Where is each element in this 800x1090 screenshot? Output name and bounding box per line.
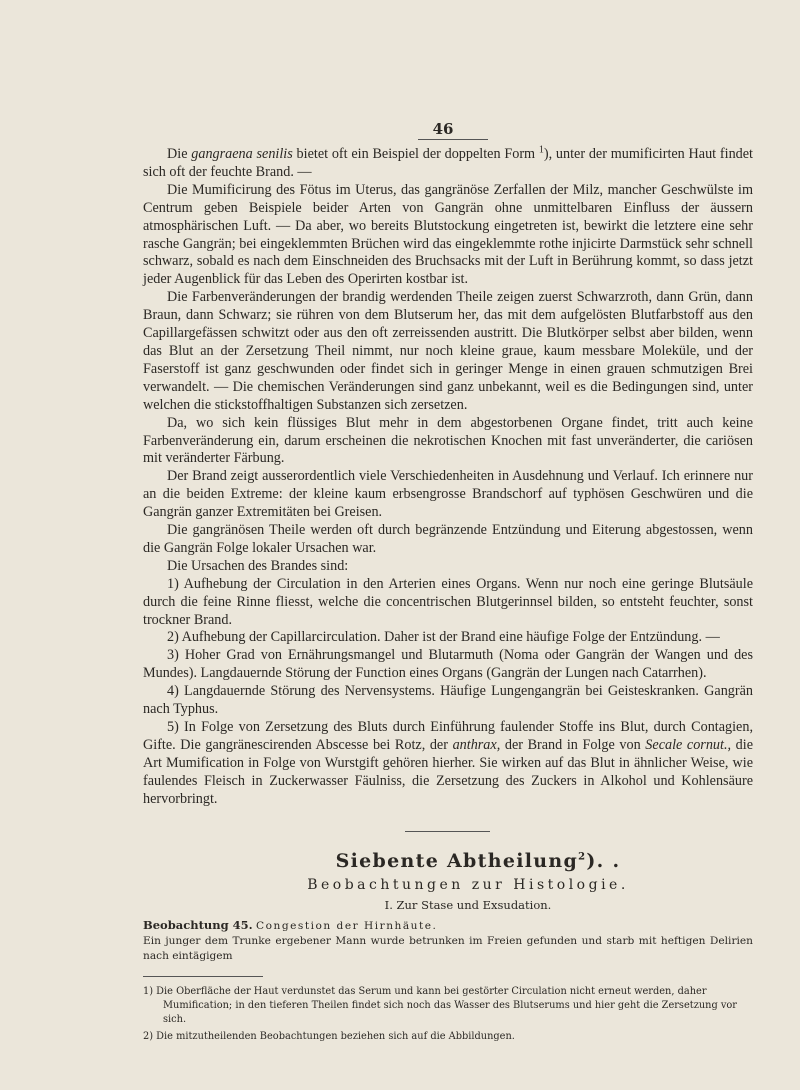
- page-content: [143, 120, 753, 1047]
- footnote-2: 2) Die mitzutheilenden Beobachtungen beziehen sich auf die Abbildungen.: [143, 1030, 515, 1042]
- cause-item-4: 4) Langdauernde Störung des Nervensystems. Häufige Lungengangrän bei Geisteskranken. Gangrän nach Typhus.: [143, 683, 753, 718]
- observation-text: Ein junger dem Trunke ergebener Mann wurde betrunken im Freien gefunden und starb mit heftigen Delirien nach eintägigem: [143, 934, 753, 962]
- paragraph-7: Die Ursachen des Brandes sind:: [167, 557, 349, 574]
- page-number: 46: [432, 120, 454, 138]
- i5-emphasis-secale: Secale cornut.,: [645, 736, 732, 753]
- paragraph-5: Der Brand zeigt ausserordentlich viele Verschiedenheiten in Ausdehnung und Verlauf. Ich erinnere nur an die beiden Extreme: der kleine kaum erbsengrosse Brandschorf auf typhösen Geschwüren und die Gangrän ganzer Extremitäten bei Greisen.: [143, 468, 753, 521]
- i5-mid: der Brand in Folge von: [500, 736, 646, 753]
- i5-post: die Art Mumification in Folge von Wurstgift gehören hierher. Sie wirken auf das Blut in ähnlicher Weise, wie faulendes Fleisch in Zuckerwasser Fäulniss, die Zersetzung des Zuckers in Alkohol und Kohlensäure hervorbringt.: [143, 736, 753, 807]
- p1-emphasis: gangraena senilis: [191, 146, 293, 162]
- p1-pre: Die: [167, 146, 192, 162]
- footnotes: [143, 985, 753, 1044]
- cause-item-5: [143, 719, 753, 809]
- cause-item-2: 2) Aufhebung der Capillarcirculation. Daher ist der Brand eine häufige Folge der Entzündung. —: [167, 629, 720, 646]
- section-title-text: Siebente Abtheilung: [335, 849, 579, 872]
- footnote-ref-1: 1: [538, 144, 544, 156]
- section-heading: I. Zur Stase und Exsudation.: [384, 897, 552, 912]
- p1-post: bietet oft ein Beispiel der doppelten Form: [292, 146, 539, 162]
- footnote-ref-2: 2: [578, 851, 587, 863]
- observation-45: [143, 918, 753, 964]
- paragraph-1: [143, 146, 753, 182]
- body-text: [143, 146, 753, 809]
- section-subtitle: Beobachtungen zur Histologie.: [307, 876, 629, 893]
- observation-label: Beobachtung 45.: [143, 917, 253, 932]
- p1-tail: ), unter der mumificirten Haut findet sich oft der feuchte Brand. —: [143, 146, 753, 180]
- footnote-1: 1) Die Oberfläche der Haut verdunstet das Serum und kann bei gestörter Circulation nicht erneut werden, daher Mumification; in den tieferen Theilen findet sich noch das Wasser des Blutserums und hier geht die Zersetzung vor sich.: [143, 985, 737, 1025]
- cause-item-3: 3) Hoher Grad von Ernährungsmangel und Blutarmuth (Noma oder Gangrän der Wangen und des Mundes). Langdauernde Störung der Function eines Organs (Gangrän der Lungen nach Catarrhen).: [143, 647, 753, 682]
- section-title: [143, 850, 753, 872]
- section-divider: [405, 831, 490, 832]
- i5-emphasis-anthrax: anthrax,: [452, 736, 501, 753]
- cause-item-1: 1) Aufhebung der Circulation in den Arterien eines Organs. Wenn nur noch eine geringe Blutsäule durch die feine Rinne fliesst, welche die concentrischen Blutgerinnsel bilden, so entsteht feuchter, sonst trockner Brand.: [143, 575, 753, 628]
- paragraph-6: Die gangränösen Theile werden oft durch begränzende Entzündung und Eiterung abgestossen, wenn die Gangrän Folge lokaler Ursachen war.: [143, 522, 753, 556]
- page-number-rule: [418, 139, 488, 140]
- observation-title: Congestion der Hirnhäute.: [256, 919, 438, 932]
- paragraph-4: Da, wo sich kein flüssiges Blut mehr in dem abgestorbenen Organe findet, tritt auch keine Farbenveränderung ein, darum erscheinen die nekrotischen Knochen mit fast unveränderter, die cariösen mit veränderter Färbung.: [143, 414, 753, 467]
- paragraph-3: Die Farbenveränderungen der brandig werdenden Theile zeigen zuerst Schwarzroth, dann Grün, dann Braun, dann Schwarz; sie rühren von dem Blutserum her, das mit dem aufgelösten Blutfarbstoff aus den Capillargefässen schwitzt oder aus den oft zerreissenden austritt. Die Blutkörper selbst aber bilden, wenn das Blut an der Zersetzung Theil nimmt, nur noch kleine graue, kaum messbare Moleküle, und der Faserstoff ist ganz geschwunden oder findet sich in geringer Menge in einen grauen schmutzigen Brei verwandelt. — Die chemischen Veränderungen sind ganz unbekannt, weil es die Bedingungen sind, unter welchen die stickstoffhaltigen Substanzen sich zersetzen.: [143, 289, 753, 413]
- section-title-tail: ). .: [586, 849, 621, 872]
- footnote-rule: [143, 976, 263, 977]
- paragraph-2: Die Mumificirung des Fötus im Uterus, das gangränöse Zerfallen der Milz, mancher Geschwülste im Centrum geben Beispiele beider Arten von Gangrän ohne unmittelbaren Einfluss der äussern atmosphärischen Luft. — Da aber, wo bereits Blutstockung eingetreten ist, bewirkt die letztere eine sehr rasche Gangrän; bei eingeklemmten Brüchen wird das eingeklemmte rothe injicirte Darmstück sehr schnell schwarz, sobald es nach dem Einschneiden des Bruchsacks mit der Luft in Berührung kommt, so dass jetzt jeder Augenblick für das Leben des Operirten kostbar ist.: [143, 181, 753, 288]
- i5-pre: 5) In Folge von Zersetzung des Bluts durch Einführung faulender Stoffe ins Blut, durch Contagien, Gifte. Die gangränescirenden Abscesse bei Rotz, der: [143, 719, 753, 753]
